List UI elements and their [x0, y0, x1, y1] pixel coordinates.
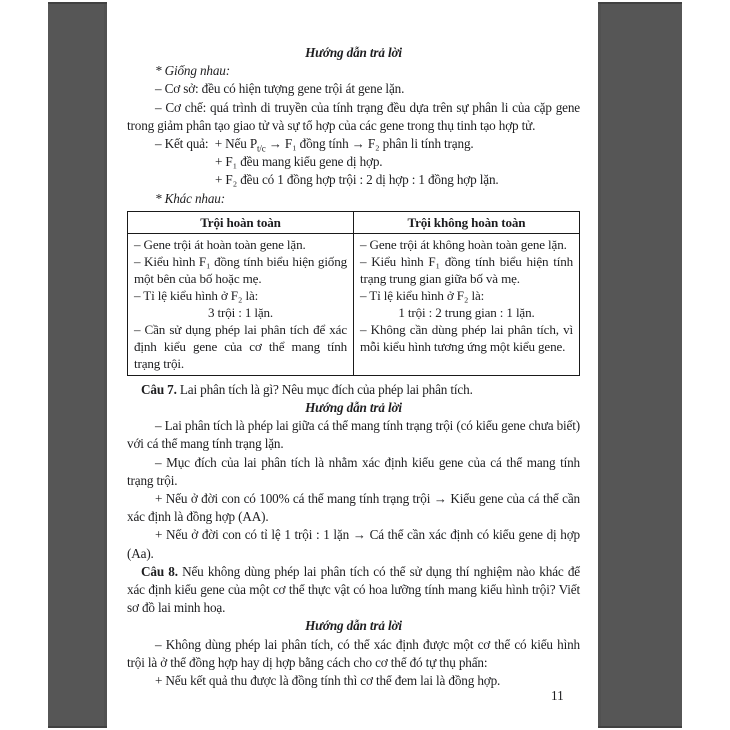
para-ket-qua [127, 135, 580, 153]
table-header-complete-dominance: Trội hoàn toàn [128, 211, 354, 233]
ket-qua-suffix: → F₁ đồng tính → F₂ phân li tính trạng. [265, 136, 474, 152]
cell-line: – Gene trội át không hoàn toàn gene lặn. [360, 236, 567, 252]
table-header-incomplete-dominance: Trội không hoàn toàn [354, 211, 580, 233]
cell-line: – Gene trội át hoàn toàn gene lặn. [134, 236, 306, 252]
para-f2: + F₂ đều có 1 đồng hợp trội : 2 dị hợp : 1 đồng hợp lặn. [215, 172, 499, 188]
answer-heading-2: Hướng dẫn trả lời [305, 400, 402, 416]
page-number: 11 [551, 688, 564, 703]
q8-answer-1: – Không dùng phép lai phân tích, có thể xác định được một cơ thể có kiểu hình trội là ở thể đồng hợp hay dị hợp bằng cách cho cơ thể đó tự thụ phấn: [127, 636, 580, 670]
comparison-table [127, 211, 580, 376]
question-7-label: Câu 7. [141, 381, 177, 397]
para-f1: + F₁ đều mang kiểu gene dị hợp. [215, 154, 383, 170]
cell-line: – Kiểu hình F₁ đồng tính biểu hiện giống một bên của bố hoặc mẹ. [134, 253, 347, 286]
cell-line: – Kiểu hình F₁ đồng tính biểu hiện tính trạng trung gian giữa bố và mẹ. [360, 253, 573, 286]
table-cell-incomplete-dominance [354, 233, 580, 375]
question-8-text: Nếu không dùng phép lai phân tích có thể sử dụng thí nghiệm nào khác để xác định kiểu gene của một cơ thể thực vật có hoa lưỡng tính mang kiểu hình trội? Viết sơ đồ lai minh hoạ. [127, 563, 580, 616]
answer-heading-1: Hướng dẫn trả lời [305, 45, 402, 60]
question-7 [127, 381, 580, 399]
para-co-che: – Cơ chế: quá trình di truyền của tính trạng đều dựa trên sự phân li của cặp gene trong giảm phân tạo giao tử và sự tổ hợp của các gene trong thụ tinh tạo hợp tử. [127, 99, 580, 133]
question-7-text: Lai phân tích là gì? Nêu mục đích của phép lai phân tích. [176, 381, 473, 397]
question-8 [127, 563, 580, 618]
q7-answer-1: – Lai phân tích là phép lai giữa cá thể mang tính trạng trội (có kiểu gene chưa biết) với cá thể mang tính trạng lặn. [127, 418, 580, 452]
cell-line: – Tỉ lệ kiểu hình ở F₂ là: [134, 287, 259, 303]
para-co-so: – Cơ sở: đều có hiện tượng gene trội át gene lặn. [155, 81, 405, 97]
ratio-line: 3 trội : 1 lặn. [207, 304, 274, 320]
p-tc-subscript: t/c [257, 143, 266, 154]
q8-answer-2: + Nếu kết quả thu được là đồng tính thì cơ thể đem lai là đồng hợp. [155, 673, 501, 689]
similar-heading: * Giống nhau: [155, 63, 230, 79]
table-body-row [128, 233, 580, 375]
left-gutter-bar [48, 2, 107, 728]
cell-line: – Cần sử dụng phép lai phân tích để xác định kiểu gene của cơ thể mang tính trạng trội. [134, 321, 347, 371]
book-page [127, 0, 580, 690]
ratio-line: 1 trội : 2 trung gian : 1 lặn. [398, 304, 535, 320]
different-heading: * Khác nhau: [155, 190, 225, 206]
table-header-row [128, 211, 580, 233]
q7-answer-4: + Nếu ở đời con có tỉ lệ 1 trội : 1 lặn → Cá thể cần xác định có kiểu gene dị hợp (Aa). [127, 527, 580, 561]
q7-answer-2: – Mục đích của lai phân tích là nhằm xác định kiểu gene của cá thể mang tính trạng trội. [127, 454, 580, 488]
answer-heading-3: Hướng dẫn trả lời [305, 618, 402, 634]
table-cell-complete-dominance [128, 233, 354, 375]
q7-answer-3: + Nếu ở đời con có 100% cá thể mang tính trạng trội → Kiểu gene của cá thể cần xác định là đồng hợp (AA). [127, 491, 580, 525]
cell-line: – Tỉ lệ kiểu hình ở F₂ là: [360, 287, 485, 303]
cell-line: – Không cần dùng phép lai phân tích, vì mỗi kiểu hình tương ứng một kiểu gene. [360, 321, 573, 354]
ket-qua-prefix: – Kết quả: + Nếu P [155, 136, 258, 152]
question-8-label: Câu 8. [141, 563, 178, 579]
right-gutter-bar [598, 2, 682, 728]
